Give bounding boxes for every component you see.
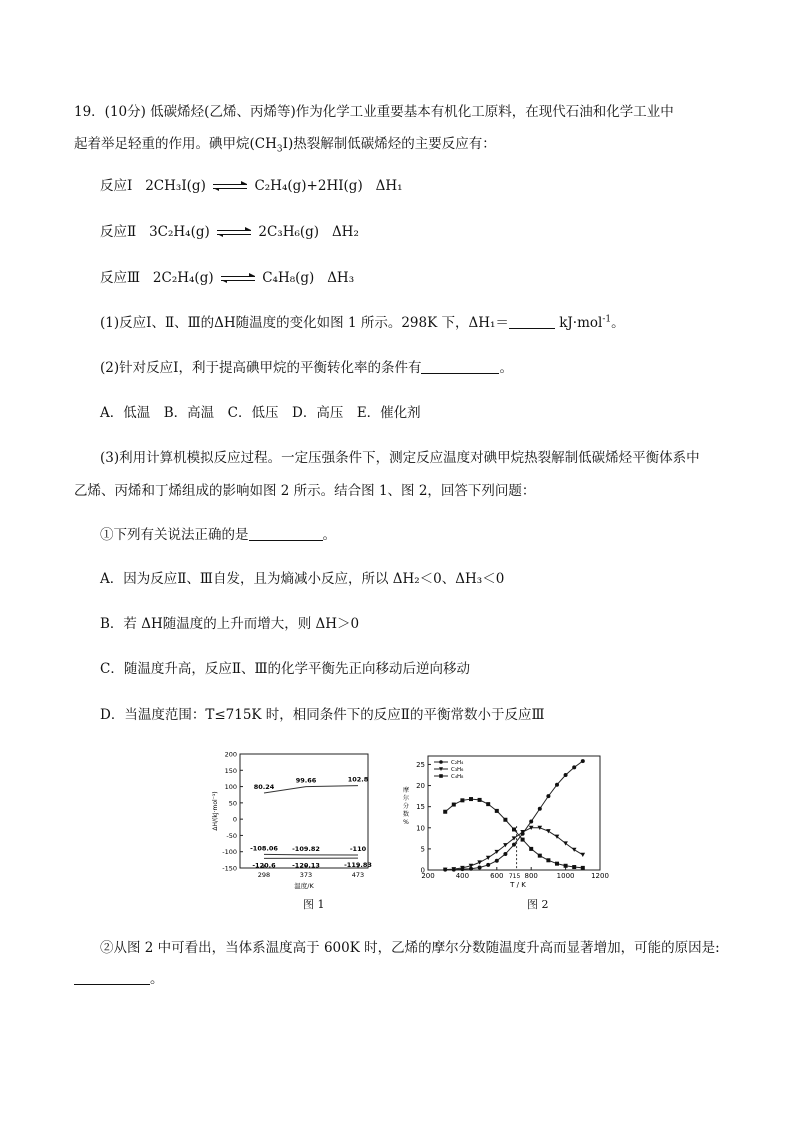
data-point-triangle xyxy=(572,848,577,852)
data-label: -119.83 xyxy=(344,861,372,870)
figure-1-chart xyxy=(208,748,383,890)
y-tick-label: 25 xyxy=(416,760,425,769)
y-tick-label: 5 xyxy=(420,845,425,854)
subquestion-3-1 xyxy=(100,525,336,545)
data-point-circle xyxy=(486,863,490,867)
data-point-triangle xyxy=(486,856,491,860)
data-point-square xyxy=(503,818,507,822)
y-tick-label: 0 xyxy=(232,815,237,824)
figure-2-caption: 图 2 xyxy=(527,898,549,911)
answer-blank[interactable] xyxy=(74,970,150,985)
data-label: 102.8 xyxy=(347,775,369,784)
data-point-square xyxy=(546,858,550,862)
subquestion-2-text: (2)针对反应Ⅰ，利于提高碘甲烷的平衡转化率的条件有 xyxy=(100,360,422,376)
data-point-square xyxy=(564,864,568,868)
data-point-square xyxy=(469,797,473,801)
data-point-square xyxy=(495,809,499,813)
data-point-square xyxy=(572,865,576,869)
data-label: -109.82 xyxy=(292,844,320,853)
equilibrium-arrow-icon xyxy=(221,274,255,284)
punct: 。 xyxy=(322,527,336,543)
option-c: C．随温度升高，反应Ⅱ、Ⅲ的化学平衡先正向移动后逆向移动 xyxy=(100,661,471,677)
reaction-2 xyxy=(100,222,359,242)
reaction-3 xyxy=(100,268,354,288)
question-intro-line2: 起着举足轻重的作用。碘甲烷$(CH_3I)$热裂解制低碳烯烃的主要反应有： xyxy=(74,136,496,155)
y-tick-label: 100 xyxy=(224,783,237,792)
data-point-square xyxy=(529,847,533,851)
y-tick-label: 150 xyxy=(224,766,237,775)
reaction-rhs: C₄H₈(g) xyxy=(262,270,315,286)
y-axis-label-char: 数 xyxy=(402,811,410,818)
legend-label: C₄H₈ xyxy=(451,774,464,781)
data-label: -110 xyxy=(349,844,367,853)
reaction-label: 反应Ⅱ xyxy=(100,224,137,240)
data-point-circle xyxy=(478,865,482,869)
reaction-enthalpy: ΔH₁ xyxy=(375,178,403,194)
legend-label: C₂H₄ xyxy=(451,760,464,767)
data-point-square xyxy=(478,798,482,802)
x-tick-label: 800 xyxy=(524,872,538,880)
data-label: -120.13 xyxy=(292,861,320,870)
x-tick-label: 298 xyxy=(257,871,271,879)
y-tick-label: 20 xyxy=(416,782,425,791)
data-point-circle xyxy=(538,807,542,811)
punct: 。 xyxy=(499,360,513,376)
subquestion-3-2-answer xyxy=(74,969,164,989)
x-axis-label: T / K xyxy=(510,881,526,889)
legend-marker-square xyxy=(439,774,443,778)
data-point-square xyxy=(581,866,585,870)
series-line xyxy=(445,799,583,868)
y-tick-label: -150 xyxy=(222,864,237,873)
x-tick-label: 1200 xyxy=(591,872,609,880)
unit-text: kJ·mol xyxy=(554,315,603,331)
reaction-enthalpy: ΔH₃ xyxy=(327,270,355,286)
x-tick-label: 1000 xyxy=(556,872,575,880)
reaction-1 xyxy=(100,176,403,196)
data-label: -120.6 xyxy=(252,861,276,870)
punct: 。 xyxy=(150,971,164,987)
data-point-square xyxy=(460,798,464,802)
data-point-square xyxy=(538,854,542,858)
x-tick-label: 200 xyxy=(421,872,435,880)
y-tick-label: 15 xyxy=(416,803,425,812)
subquestion-2-options: A．低温 B．高温 C．低压 D．高压 E．催化剂 xyxy=(100,405,421,421)
y-tick-label: 0 xyxy=(420,866,425,875)
reaction-enthalpy: ΔH₂ xyxy=(331,224,359,240)
reaction-rhs: C₂H₄(g)+2HI(g) xyxy=(254,178,363,194)
data-point-triangle xyxy=(581,853,586,857)
x-tick-label: 400 xyxy=(455,872,470,880)
series-line xyxy=(445,828,583,870)
reaction-lhs: 3C₂H₄(g) xyxy=(149,224,210,240)
data-point-square xyxy=(521,838,525,842)
data-point-circle xyxy=(512,843,516,847)
data-point-square xyxy=(443,810,447,814)
subquestion-1-text: (1)反应Ⅰ、Ⅱ、Ⅲ的ΔH随温度的变化如图 1 所示。298K 下，ΔH₁＝ xyxy=(100,315,509,331)
series-line xyxy=(264,786,358,793)
subquestion-3-2: ②从图 2 中可看出，当体系温度高于 600K 时，乙烯的摩尔分数随温度升高而显著增加，可能的原因是: xyxy=(100,940,720,956)
data-point-circle xyxy=(581,759,585,763)
data-point-square xyxy=(452,803,456,807)
data-point-square xyxy=(486,802,490,806)
punct: 。 xyxy=(611,315,625,331)
subquestion-3-line2: 乙烯、丙烯和丁烯组成的影响如图 2 所示。结合图 1、图 2，回答下列问题： xyxy=(74,483,536,499)
question-intro-line1: 19．(10分) 低碳烯烃(乙烯、丙烯等)作为化学工业重要基本有机化工原料，在现代石油和化学工业中 xyxy=(74,104,674,120)
y-tick-label: 50 xyxy=(228,799,237,808)
option-d: D．当温度范围：T≤715K 时，相同条件下的反应Ⅱ的平衡常数小于反应Ⅲ xyxy=(100,707,545,723)
subquestion-3-line1: (3)利用计算机模拟反应过程。一定压强条件下，测定反应温度对碘甲烷热裂解制低碳烯烃平衡体系中 xyxy=(100,450,700,466)
y-axis-label-char: % xyxy=(403,819,409,826)
data-point-square xyxy=(555,862,559,866)
x-tick-label: 473 xyxy=(351,871,365,879)
x-tick-label: 715 xyxy=(508,873,521,880)
data-point-circle xyxy=(572,765,576,769)
y-axis-label-char: 尔 xyxy=(402,795,410,802)
y-tick-label: 200 xyxy=(224,750,237,759)
x-tick-label: 373 xyxy=(299,871,313,879)
reaction-rhs: 2C₃H₆(g) xyxy=(258,224,320,240)
data-label: -108.06 xyxy=(250,844,278,853)
data-point-circle xyxy=(564,773,568,777)
y-axis-label-char: 分 xyxy=(402,803,410,810)
series-line xyxy=(264,854,358,855)
y-axis-label-char: 摩 xyxy=(402,787,410,794)
subquestion-1 xyxy=(100,313,625,333)
data-label: 99.66 xyxy=(295,776,317,785)
intro-text-b: I)热裂解制低碳烯烃的主要反应有： xyxy=(282,136,496,152)
answer-blank[interactable] xyxy=(509,314,555,329)
option-a: A．因为反应Ⅱ、Ⅲ自发，且为熵减小反应，所以 ΔH₂＜0、ΔH₃＜0 xyxy=(100,571,505,587)
y-tick-label: -100 xyxy=(222,848,237,857)
reaction-label: 反应Ⅲ xyxy=(100,270,141,286)
reaction-lhs: 2C₂H₄(g) xyxy=(152,270,214,286)
legend-marker-circle xyxy=(439,760,443,764)
unit-exponent: -1 xyxy=(602,314,612,325)
data-label: 80.24 xyxy=(253,783,275,792)
data-point-circle xyxy=(495,859,499,863)
legend-label: C₃H₆ xyxy=(451,767,464,774)
reaction-label: 反应Ⅰ xyxy=(100,178,133,194)
x-tick-label: 600 xyxy=(490,872,504,880)
data-point-circle xyxy=(529,819,533,823)
option-b: B．若 ΔH随温度的上升而增大，则 ΔH＞0 xyxy=(100,616,360,632)
series-line xyxy=(445,761,583,870)
answer-blank[interactable] xyxy=(421,359,499,374)
y-tick-label: -50 xyxy=(226,831,237,840)
answer-blank[interactable] xyxy=(249,526,323,541)
data-point-square xyxy=(512,827,516,831)
subquestion-2 xyxy=(100,358,513,378)
y-tick-label: 10 xyxy=(416,824,425,833)
data-point-circle xyxy=(546,794,550,798)
intro-text-a: 起着举足轻重的作用。碘甲烷(CH xyxy=(74,136,277,152)
y-axis-label: ΔH/(kJ·mol⁻¹) xyxy=(212,791,219,831)
x-axis-label: 温度/K xyxy=(294,882,314,890)
data-point-circle xyxy=(503,852,507,856)
equilibrium-arrow-icon xyxy=(213,182,247,192)
figure-1-caption: 图 1 xyxy=(303,898,325,911)
figure-2-chart xyxy=(394,752,614,894)
reaction-lhs: 2CH₃I(g) xyxy=(145,178,206,194)
data-point-circle xyxy=(555,783,559,787)
sub-3-1-text: ①下列有关说法正确的是 xyxy=(100,527,249,543)
equilibrium-arrow-icon xyxy=(217,228,251,238)
